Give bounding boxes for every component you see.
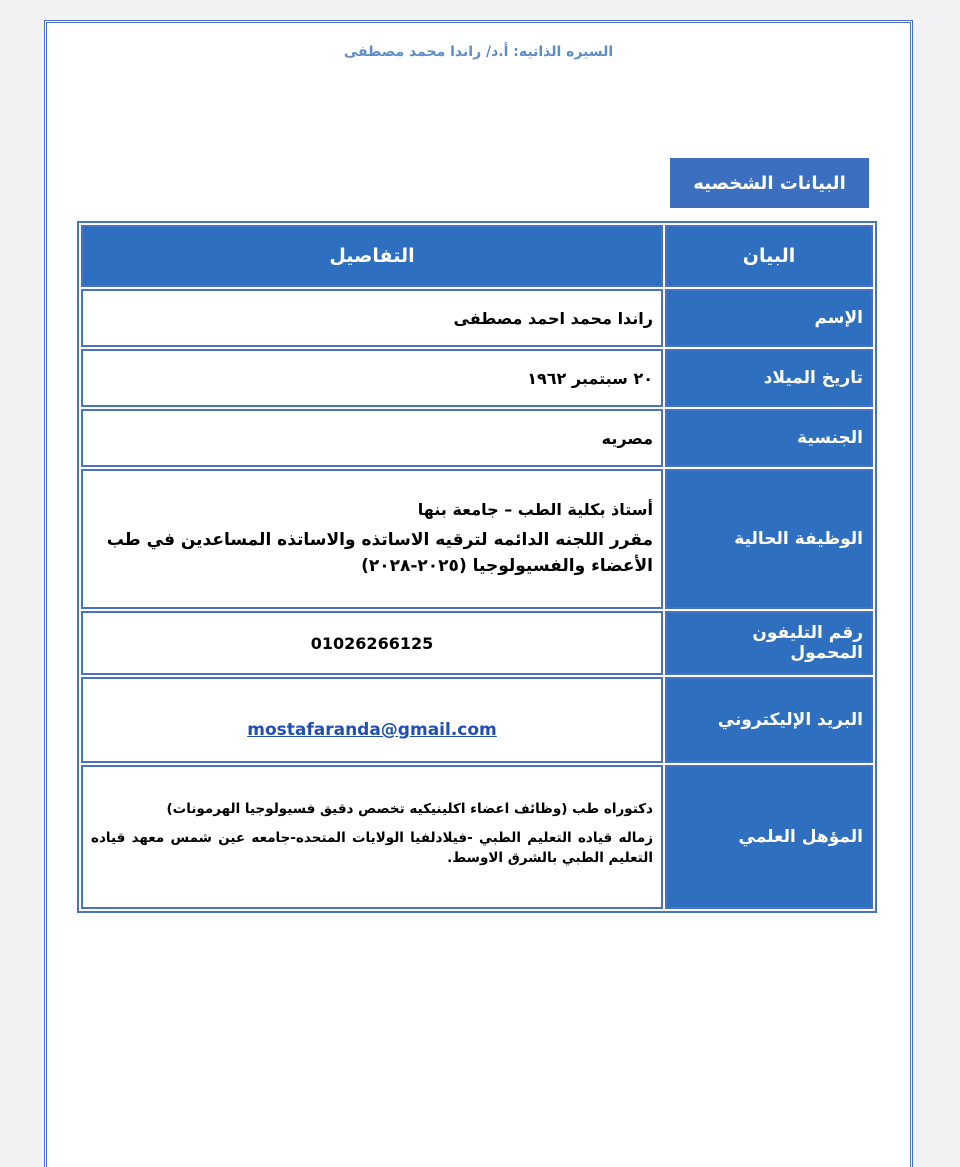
table-row [81, 289, 873, 347]
row-value-mobile-phone [81, 611, 663, 675]
current-job-line-1: أستاذ بكلية الطب – جامعة بنها [417, 500, 653, 520]
row-label-qualification: المؤهل العلمي [665, 765, 873, 909]
row-label-nationality: الجنسية [665, 409, 873, 467]
table-header-row [81, 225, 873, 287]
row-value-current-job [81, 469, 663, 609]
row-value-email [81, 677, 663, 763]
table-row [81, 677, 873, 763]
row-value-name: راندا محمد احمد مصطفى [81, 289, 663, 347]
table-row [81, 409, 873, 467]
row-label-name: الإسم [665, 289, 873, 347]
document-page [44, 20, 913, 1167]
row-label-mobile-phone: رقم التليفون المحمول [665, 611, 873, 675]
personal-data-table [77, 221, 877, 913]
current-job-line-2: مقرر اللجنه الدائمه لترقيه الاساتذه والاساتذه المساعدين في طب الأعضاء والفسيولوجيا (٢٠٢٥-٢٠٢٨) [106, 530, 653, 577]
section-title-personal-data: البيانات الشخصيه [670, 158, 869, 208]
qualification-line-1: دكتوراه طب (وظائف اعضاء اكلينيكيه تخصص دقيق فسيولوجيا الهرمونات) [166, 800, 653, 817]
table-row [81, 469, 873, 609]
row-label-birth-date: تاريخ الميلاد [665, 349, 873, 407]
row-value-birth-date: ٢٠ سبتمبر ١٩٦٢ [81, 349, 663, 407]
row-label-current-job: الوظيفة الحالية [665, 469, 873, 609]
page-header-title: السيره الذاتيه: أ.د/ راندا محمد مصطفى [343, 44, 614, 60]
column-header-details: التفاصيل [81, 225, 663, 287]
mobile-phone-number: 01026266125 [310, 633, 434, 653]
row-value-nationality: مصريه [81, 409, 663, 467]
qualification-line-2: زماله قياده التعليم الطبي -فيلادلفيا الولايات المتحده-جامعه عين شمس معهد قياده التعليم الطبي بالشرق الاوسط. [91, 829, 653, 867]
row-value-qualification [81, 765, 663, 909]
row-label-email: البريد الإليكتروني [665, 677, 873, 763]
column-header-item: البيان [665, 225, 873, 287]
table-row [81, 349, 873, 407]
table-row [81, 611, 873, 675]
table-row [81, 765, 873, 909]
email-link[interactable]: mostafaranda@gmail.com [247, 720, 497, 740]
